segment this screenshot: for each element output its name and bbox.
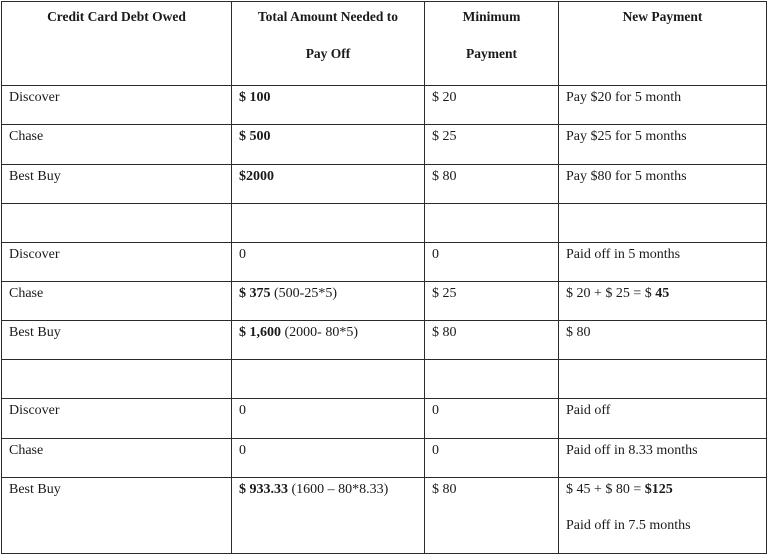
new-payment-note: Paid off in 7.5 months xyxy=(566,517,691,533)
minimum-payment xyxy=(425,360,559,399)
minimum-payment: $ 20 xyxy=(425,86,559,125)
minimum-payment: 0 xyxy=(425,399,559,438)
total-amount: 0 xyxy=(232,438,425,477)
header-credit-card-debt-owed: Credit Card Debt Owed xyxy=(2,2,232,86)
total-amount: $ 1,600 (2000- 80*5) xyxy=(232,321,425,360)
new-payment: Paid off xyxy=(559,399,767,438)
table-row xyxy=(2,477,767,553)
new-payment: Pay $20 for 5 month xyxy=(559,86,767,125)
total-amount: $ 375 (500-25*5) xyxy=(232,282,425,321)
new-payment: Paid off in 8.33 months xyxy=(559,438,767,477)
new-payment xyxy=(559,203,767,242)
table-row xyxy=(2,321,767,360)
table-row xyxy=(2,164,767,203)
card-name: Chase xyxy=(2,125,232,164)
minimum-payment xyxy=(425,203,559,242)
total-amount: $2000 xyxy=(232,164,425,203)
table-row xyxy=(2,282,767,321)
card-name xyxy=(2,203,232,242)
new-payment: Pay $80 for 5 months xyxy=(559,164,767,203)
minimum-payment: $ 25 xyxy=(425,282,559,321)
minimum-payment: $ 80 xyxy=(425,321,559,360)
total-amount xyxy=(232,360,425,399)
minimum-payment: 0 xyxy=(425,438,559,477)
table-row xyxy=(2,438,767,477)
card-name: Chase xyxy=(2,438,232,477)
card-name: Best Buy xyxy=(2,164,232,203)
total-amount: $ 933.33 (1600 – 80*8.33) xyxy=(232,477,425,553)
card-name: Best Buy xyxy=(2,321,232,360)
total-amount: 0 xyxy=(232,242,425,281)
total-amount xyxy=(232,203,425,242)
total-amount: $ 500 xyxy=(232,125,425,164)
new-payment: $ 45 + $ 80 = $125 Paid off in 7.5 months xyxy=(559,477,767,553)
new-payment: $ 80 xyxy=(559,321,767,360)
minimum-payment: $ 25 xyxy=(425,125,559,164)
new-payment: Paid off in 5 months xyxy=(559,242,767,281)
new-payment xyxy=(559,360,767,399)
header-row xyxy=(2,2,767,86)
card-name: Discover xyxy=(2,86,232,125)
new-payment: Pay $25 for 5 months xyxy=(559,125,767,164)
card-name: Chase xyxy=(2,282,232,321)
table-row xyxy=(2,242,767,281)
table-row xyxy=(2,125,767,164)
new-payment: $ 20 + $ 25 = $ 45 xyxy=(559,282,767,321)
empty-separator-row xyxy=(2,203,767,242)
header-total-amount: Total Amount Needed to Pay Off xyxy=(232,2,425,86)
card-name: Best Buy xyxy=(2,477,232,553)
table-row xyxy=(2,399,767,438)
total-amount: 0 xyxy=(232,399,425,438)
card-name: Discover xyxy=(2,242,232,281)
minimum-payment: $ 80 xyxy=(425,164,559,203)
header-new-payment: New Payment xyxy=(559,2,767,86)
card-name xyxy=(2,360,232,399)
table-row xyxy=(2,86,767,125)
empty-separator-row xyxy=(2,360,767,399)
total-amount: $ 100 xyxy=(232,86,425,125)
debt-payoff-table xyxy=(1,1,767,554)
minimum-payment: $ 80 xyxy=(425,477,559,553)
card-name: Discover xyxy=(2,399,232,438)
header-minimum-payment: Minimum Payment xyxy=(425,2,559,86)
minimum-payment: 0 xyxy=(425,242,559,281)
